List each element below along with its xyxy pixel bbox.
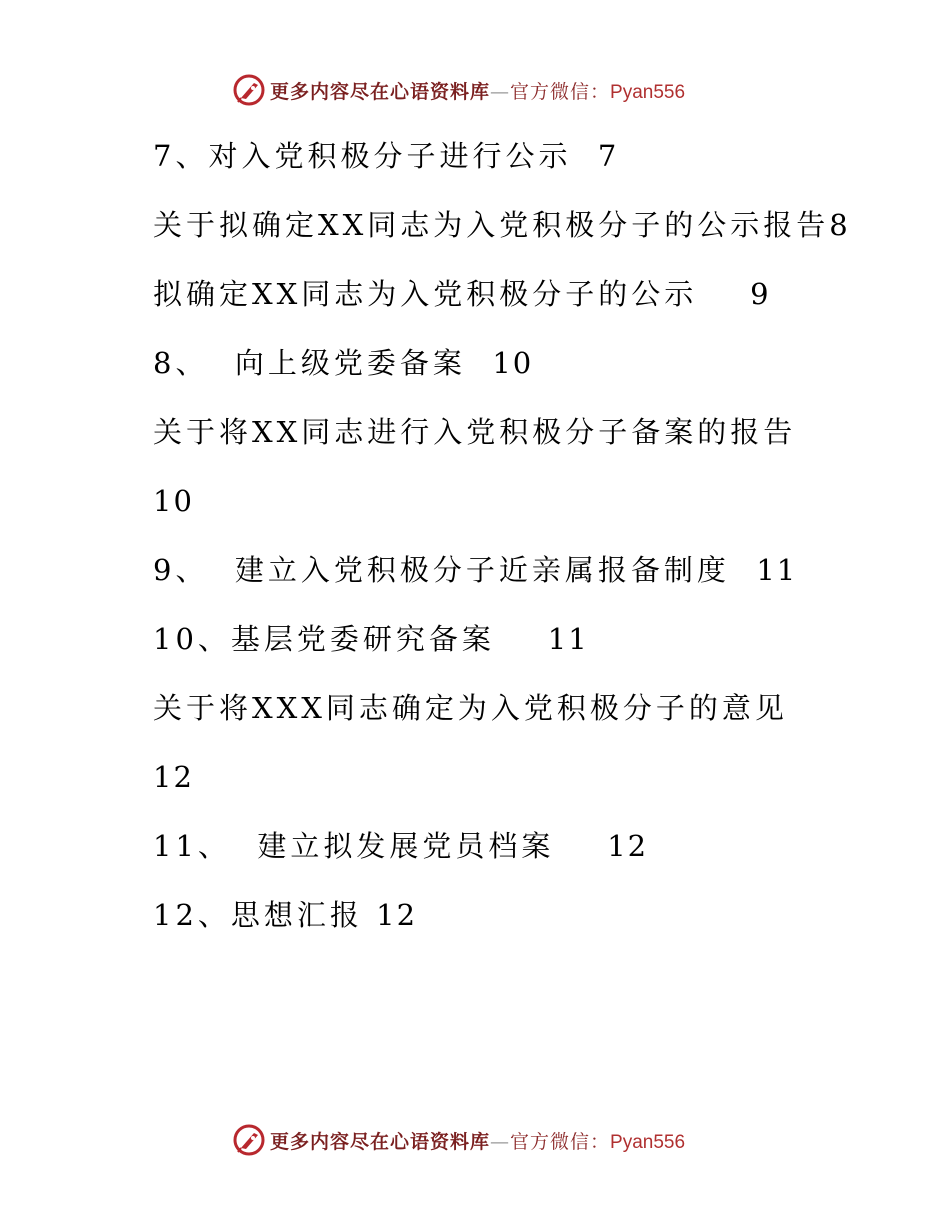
toc-entry-page: 12 [607,829,649,863]
toc-entry-title: 8、 向上级党委备案 [153,346,466,380]
watermark-dash: — [490,80,511,103]
watermark-dash: — [490,1130,511,1153]
footer-watermark [232,1120,732,1160]
toc-entry-page: 10 [492,346,534,380]
toc-entry-page: 10 [153,484,194,518]
toc-entry-title: 关于将XXX同志确定为入党积极分子的意见 [153,691,788,725]
quill-logo-icon [232,1123,266,1157]
toc-entry-page: 12 [376,898,418,932]
watermark-wechat-label: 官方微信： [510,80,611,103]
watermark-text [270,77,685,104]
toc-entry-gap [466,346,492,380]
toc-entry [153,398,853,536]
toc-entry [153,536,853,605]
watermark-wechat-id: Pyan556 [610,81,686,103]
toc-entry-page: 7 [597,139,619,173]
toc-entry-page: 11 [547,622,589,656]
toc-entry [153,191,853,260]
toc-entry-gap [730,553,756,587]
table-of-contents [153,122,853,950]
toc-entry-title: 10、基层党委研究备案 [153,622,495,656]
toc-entry-title: 7、对入党积极分子进行公示 [153,139,572,173]
watermark-text [270,1127,685,1154]
toc-entry [153,329,853,398]
toc-entry-title: 9、 建立入党积极分子近亲属报备制度 [153,553,730,587]
toc-entry-gap [697,277,750,311]
watermark-site: 更多内容尽在心语资料库 [270,1130,491,1153]
toc-entry [153,812,853,881]
header-watermark [232,70,732,110]
toc-entry-title: 11、 建立拟发展党员档案 [153,829,555,863]
toc-entry-gap [571,139,597,173]
watermark-wechat-label: 官方微信： [510,1130,611,1153]
toc-entry-title: 12、思想汇报 [153,898,363,932]
toc-entry [153,605,853,674]
toc-entry [153,260,853,329]
toc-entry-page: 12 [153,760,194,794]
toc-entry-page: 8 [829,208,850,242]
toc-entry-gap [363,898,376,932]
quill-logo-icon [232,73,266,107]
toc-entry [153,674,853,812]
toc-entry-title: 关于将XX同志进行入党积极分子备案的报告 [153,415,797,449]
toc-entry-page: 9 [750,277,771,311]
watermark-site: 更多内容尽在心语资料库 [270,80,491,103]
toc-entry [153,122,853,191]
toc-entry-title: 拟确定XX同志为入党积极分子的公示 [153,277,698,311]
toc-entry-gap [495,622,548,656]
toc-entry [153,881,853,950]
toc-entry-page: 11 [756,553,798,587]
toc-entry-gap [554,829,607,863]
watermark-wechat-id: Pyan556 [610,1131,686,1153]
toc-entry-title: 关于拟确定XX同志为入党积极分子的公示报告 [153,208,830,242]
